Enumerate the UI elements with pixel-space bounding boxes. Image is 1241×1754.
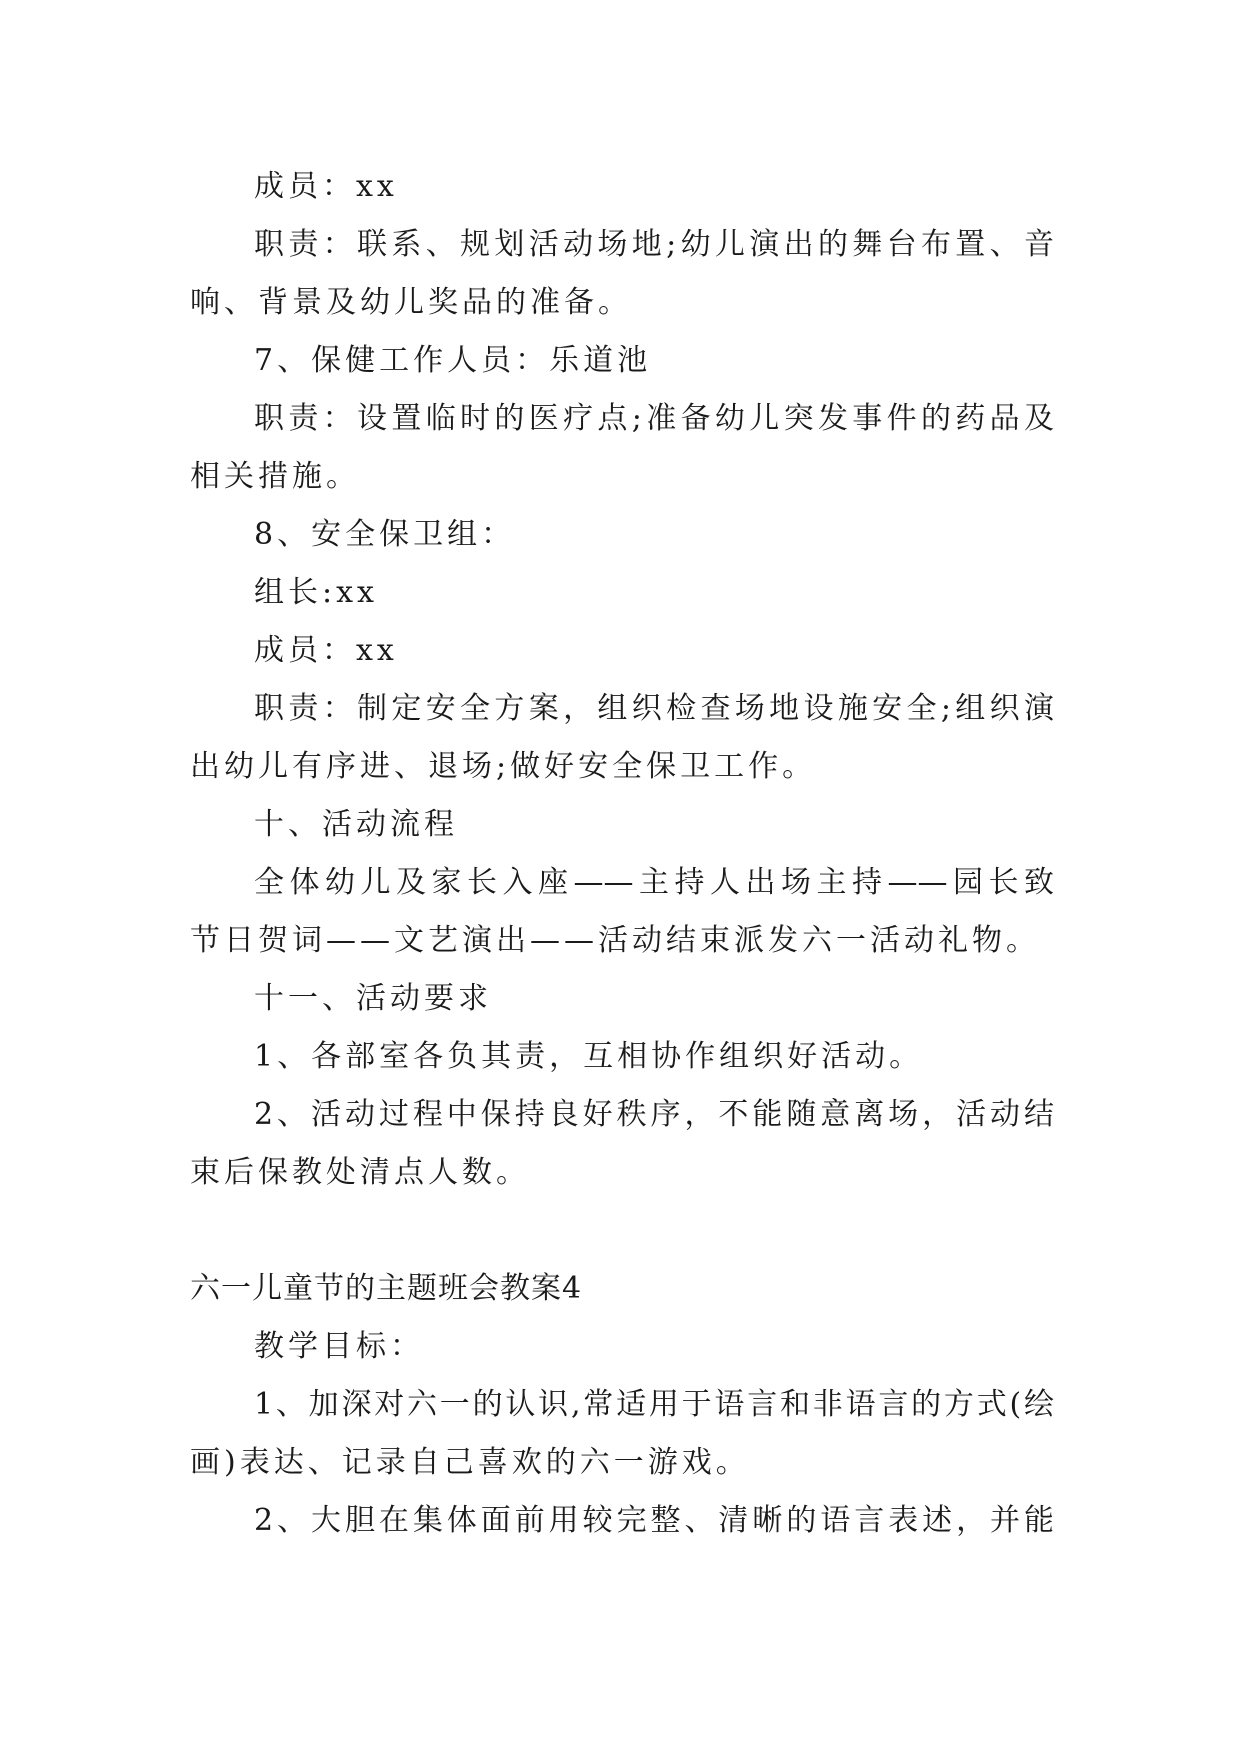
- paragraph-line: 1、加深对六一的认识,常适用于语言和非语言的方式(绘: [254, 1387, 1054, 1422]
- paragraph-line: 出幼儿有序进、退场;做好安全保卫工作。: [190, 749, 817, 784]
- paragraph-line: 束后保教处清点人数。: [190, 1155, 530, 1190]
- paragraph-line: 全体幼儿及家长入座——主持人出场主持——园长致: [254, 865, 1054, 900]
- paragraph-line: 成员：xx: [254, 169, 398, 204]
- paragraph-line: 8、安全保卫组：: [254, 517, 516, 552]
- paragraph-line: 职责：制定安全方案，组织检查场地设施安全;组织演: [254, 691, 1054, 726]
- document-title: 六一儿童节的主题班会教案4: [190, 1271, 583, 1306]
- section-heading: 十、活动流程: [254, 807, 458, 842]
- paragraph-line: 7、保健工作人员：乐道池: [254, 343, 652, 378]
- paragraph-line: 2、活动过程中保持良好秩序，不能随意离场，活动结: [254, 1097, 1054, 1132]
- paragraph-line: 职责：设置临时的医疗点;准备幼儿突发事件的药品及: [254, 401, 1054, 436]
- paragraph-line: 组长:xx: [254, 575, 378, 610]
- paragraph-line: 响、背景及幼儿奖品的准备。: [190, 285, 632, 320]
- paragraph-line: 画)表达、记录自己喜欢的六一游戏。: [190, 1445, 750, 1480]
- paragraph-line: 成员：xx: [254, 633, 398, 668]
- paragraph-line: 节日贺词——文艺演出——活动结束派发六一活动礼物。: [190, 923, 1040, 958]
- paragraph-line: 1、各部室各负其责，互相协作组织好活动。: [254, 1039, 924, 1074]
- section-heading: 十一、活动要求: [254, 981, 492, 1016]
- paragraph-line: 相关措施。: [190, 459, 360, 494]
- paragraph-line: 2、大胆在集体面前用较完整、清晰的语言表述，并能: [254, 1503, 1054, 1538]
- paragraph-line: 教学目标：: [254, 1329, 424, 1364]
- paragraph-line: 职责：联系、规划活动场地;幼儿演出的舞台布置、音: [254, 227, 1054, 262]
